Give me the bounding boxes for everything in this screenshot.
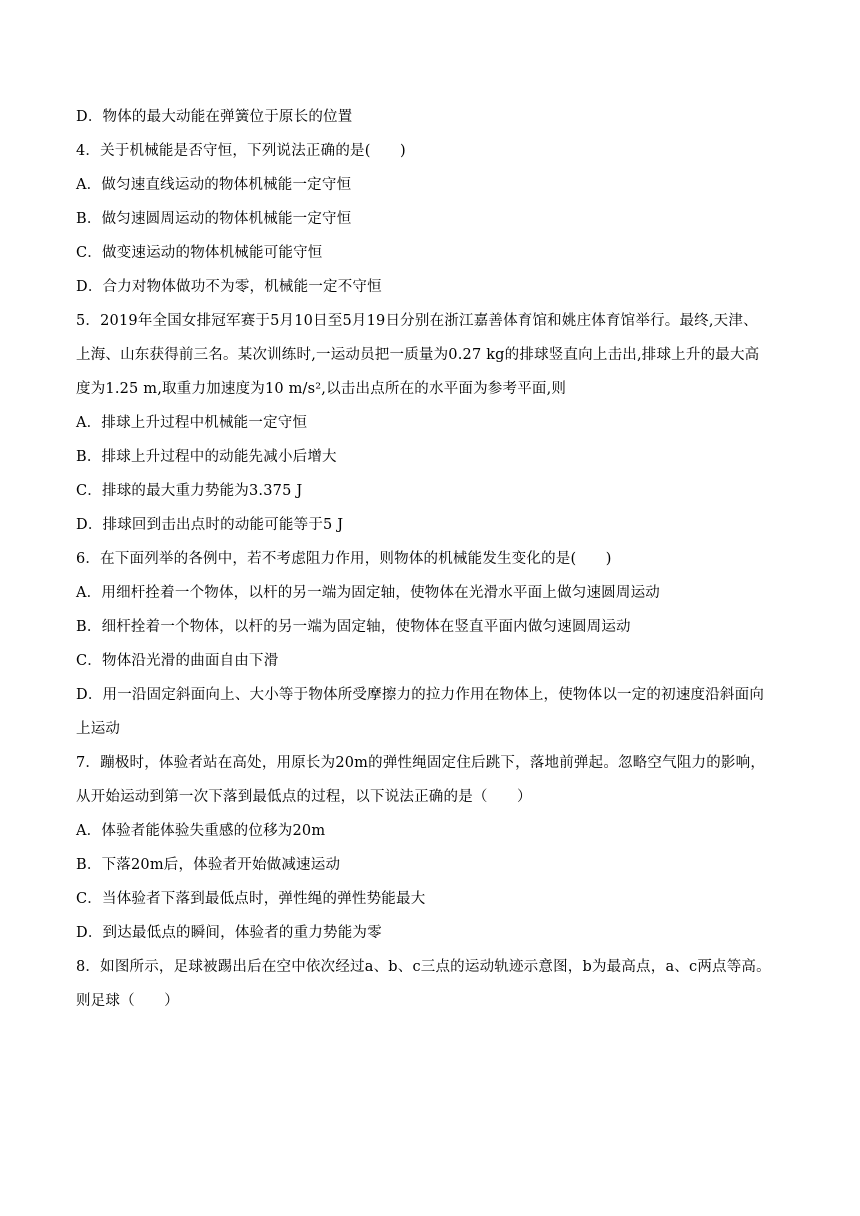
option-line: A．做匀速直线运动的物体机械能一定守恒 [76, 177, 352, 193]
option-line: B．做匀速圆周运动的物体机械能一定守恒 [76, 211, 352, 227]
option-line: D．物体的最大动能在弹簧位于原长的位置 [76, 109, 353, 125]
option-line: B．下落20m后，体验者开始做减速运动 [76, 857, 341, 873]
question-stem: 6．在下面列举的各例中，若不考虑阻力作用，则物体的机械能发生变化的是( ) [76, 551, 612, 567]
option-line: A．用细杆拴着一个物体，以杆的另一端为固定轴，使物体在光滑水平面上做匀速圆周运动 [76, 585, 660, 601]
question-stem: 则足球（ ） [76, 993, 179, 1009]
document-page [76, 108, 796, 1010]
option-line: C．做变速运动的物体机械能可能守恒 [76, 245, 323, 261]
option-line: C．当体验者下落到最低点时，弹性绳的弹性势能最大 [76, 891, 426, 907]
question-stem: 4．关于机械能是否守恒，下列说法正确的是( ) [76, 143, 406, 159]
option-line: D．到达最低点的瞬间，体验者的重力势能为零 [76, 925, 382, 941]
option-line: D．合力对物体做功不为零，机械能一定不守恒 [76, 279, 382, 295]
question-stem: 8．如图所示，足球被踢出后在空中依次经过a、b、c三点的运动轨迹示意图，b为最高点，a、c两点等高。 [76, 959, 771, 975]
option-line: C．物体沿光滑的曲面自由下滑 [76, 653, 279, 669]
option-line: B．排球上升过程中的动能先减小后增大 [76, 449, 337, 465]
option-line: C．排球的最大重力势能为3.375 J [76, 483, 303, 499]
option-line: D．排球回到击出点时的动能可能等于5 J [76, 517, 344, 533]
option-line: D．用一沿固定斜面向上、大小等于物体所受摩擦力的拉力作用在物体上，使物体以一定的初速度沿斜面向 [76, 687, 765, 703]
question-stem: 5．2019年全国女排冠军赛于5月10日至5月19日分别在浙江嘉善体育馆和姚庄体育馆举行。最终,天津、 [76, 313, 758, 329]
option-line: B．细杆拴着一个物体，以杆的另一端为固定轴，使物体在竖直平面内做匀速圆周运动 [76, 619, 631, 635]
question-stem: 7．蹦极时，体验者站在高处，用原长为20m的弹性绳固定住后跳下，落地前弹起。忽略空气阻力的影响， [76, 755, 766, 771]
option-continuation: 上运动 [76, 721, 121, 737]
option-line: A．体验者能体验失重感的位移为20m [76, 823, 326, 839]
option-line: A．排球上升过程中机械能一定守恒 [76, 415, 308, 431]
question-stem: 从开始运动到第一次下落到最低点的过程，以下说法正确的是（ ） [76, 789, 532, 805]
question-stem: 上海、山东获得前三名。某次训练时,一运动员把一质量为0.27 kg的排球竖直向上击出,排球上升的最大高 [76, 347, 760, 363]
question-stem: 度为1.25 m,取重力加速度为10 m/s²,以击出点所在的水平面为参考平面,则 [76, 381, 567, 397]
